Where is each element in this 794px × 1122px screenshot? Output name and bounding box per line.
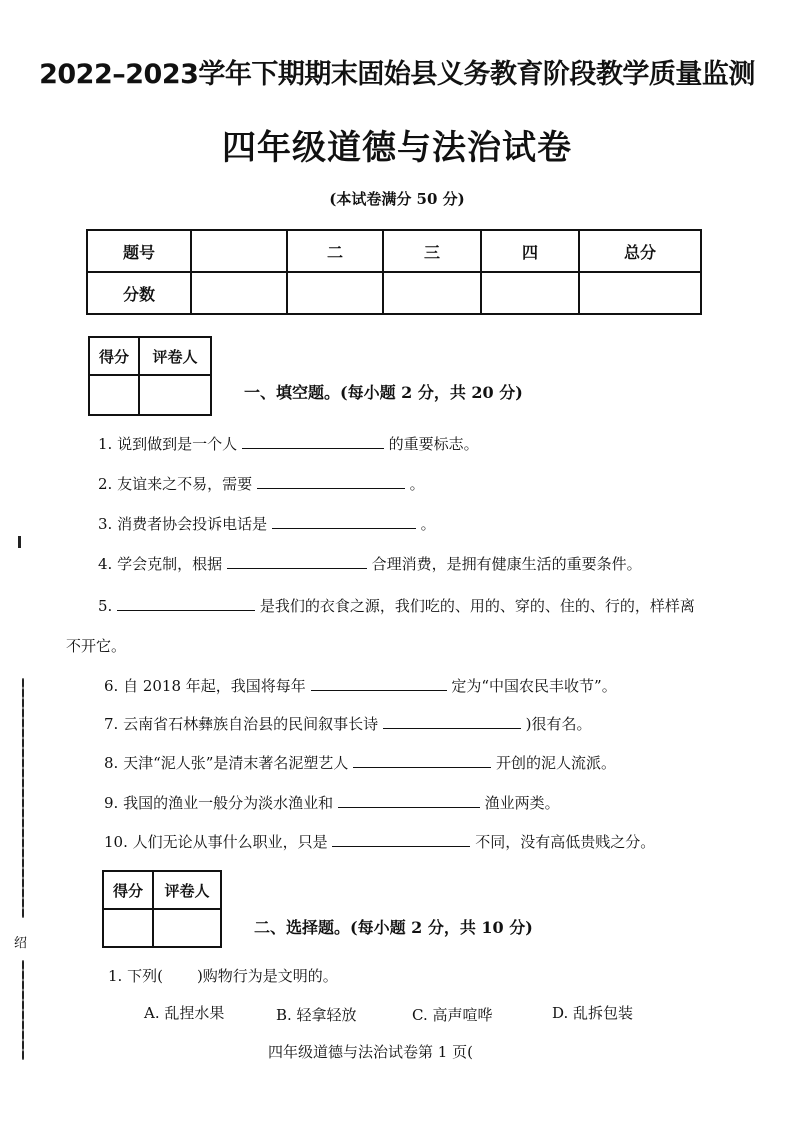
question-9 (104, 792, 560, 813)
option-b[interactable]: B. 轻拿轻放 (276, 1006, 357, 1024)
grader-name-label: 评卷人 (139, 337, 211, 375)
question-1 (98, 433, 479, 454)
question-text: )很有名。 (525, 715, 592, 733)
question-text: 1. 说到做到是一个人 (98, 435, 238, 453)
question-10 (104, 831, 655, 852)
margin-label: 绍 (14, 936, 28, 951)
question-5-continued: 不开它。 (66, 637, 127, 655)
binding-margin-dots (22, 678, 24, 918)
question-text: 。 (420, 515, 436, 533)
score-table-score-row (87, 272, 701, 314)
score-table-cell (191, 230, 287, 272)
question-text: 9. 我国的渔业一般分为淡水渔业和 (104, 794, 334, 812)
question-text: 7. 云南省石林彝族自治县的民间叙事长诗 (104, 715, 379, 733)
question-text: 。 (409, 475, 425, 493)
grader-score-label: 得分 (103, 871, 153, 909)
full-score-note: (本试卷满分 50 分) (329, 190, 465, 208)
score-table (86, 229, 702, 315)
question-text: 渔业两类。 (484, 794, 560, 812)
score-table-cell (481, 272, 579, 314)
question-text: 4. 学会克制，根据 (98, 555, 223, 573)
question-text: 1. 下列( (108, 967, 163, 985)
answer-blank[interactable] (272, 514, 416, 529)
question-3 (98, 513, 436, 534)
option-d[interactable]: D. 乱拆包装 (552, 1004, 634, 1022)
answer-blank[interactable] (227, 554, 367, 569)
page-footer: 四年级道德与法治试卷第 1 页( (268, 1043, 473, 1061)
exam-title: 2022–2023学年下期期末固始县义务教育阶段教学质量监测 (39, 59, 755, 90)
question-4 (98, 553, 642, 574)
question-text: 的重要标志。 (388, 435, 479, 453)
answer-blank[interactable] (332, 832, 470, 847)
question-text: 3. 消费者协会投诉电话是 (98, 515, 268, 533)
question-7 (104, 713, 592, 734)
question-text: 8. 天津“泥人张”是清末著名泥塑艺人 (104, 754, 349, 772)
score-table-cell: 总分 (579, 230, 701, 272)
answer-blank[interactable] (257, 474, 405, 489)
section1-heading: 一、填空题。(每小题 2 分，共 20 分) (244, 383, 523, 402)
grader-box-section2 (102, 870, 222, 948)
score-table-cell: 题号 (87, 230, 191, 272)
question-text: 不同，没有高低贵贱之分。 (475, 833, 656, 851)
question-2 (98, 473, 425, 494)
question-8 (104, 752, 616, 773)
grader-score-label: 得分 (89, 337, 139, 375)
question-text: 合理消费，是拥有健康生活的重要条件。 (371, 555, 642, 573)
question-text: 6. 自 2018 年起，我国将每年 (104, 677, 306, 695)
binding-margin-dots (22, 960, 24, 1060)
question-text: 5. (98, 597, 113, 615)
answer-blank[interactable] (242, 434, 384, 449)
section2-heading: 二、选择题。(每小题 2 分，共 10 分) (254, 918, 533, 937)
score-table-cell: 分数 (87, 272, 191, 314)
answer-blank[interactable] (353, 753, 491, 768)
question-5 (98, 595, 695, 616)
choice-question-1 (108, 965, 338, 986)
margin-mark (18, 536, 21, 548)
question-text: 2. 友谊来之不易，需要 (98, 475, 253, 493)
answer-blank[interactable] (383, 714, 521, 729)
grader-box-section1 (88, 336, 212, 416)
option-a[interactable]: A. 乱捏水果 (144, 1004, 225, 1022)
grader-name-cell (139, 375, 211, 415)
answer-blank[interactable] (117, 596, 255, 611)
option-c[interactable]: C. 高声喧哗 (412, 1006, 493, 1024)
question-text: 是我们的衣食之源，我们吃的、用的、穿的、住的、行的，样样离 (259, 597, 695, 615)
score-table-cell: 四 (481, 230, 579, 272)
question-text: 开创的泥人流派。 (495, 754, 616, 772)
grader-name-label: 评卷人 (153, 871, 221, 909)
score-table-cell (191, 272, 287, 314)
question-text: 定为“中国农民丰收节”。 (451, 677, 617, 695)
score-table-cell: 二 (287, 230, 383, 272)
score-table-header-row (87, 230, 701, 272)
grader-name-cell (153, 909, 221, 947)
grader-score-cell (103, 909, 153, 947)
score-table-cell: 三 (383, 230, 481, 272)
score-table-cell (579, 272, 701, 314)
score-table-cell (383, 272, 481, 314)
answer-blank[interactable] (338, 793, 480, 808)
grader-score-cell (89, 375, 139, 415)
question-6 (104, 675, 617, 696)
question-text: 10. 人们无论从事什么职业，只是 (104, 833, 328, 851)
subject-title: 四年级道德与法治试卷 (222, 128, 572, 168)
score-table-cell (287, 272, 383, 314)
question-text: )购物行为是文明的。 (196, 967, 338, 985)
answer-blank[interactable] (311, 676, 447, 691)
